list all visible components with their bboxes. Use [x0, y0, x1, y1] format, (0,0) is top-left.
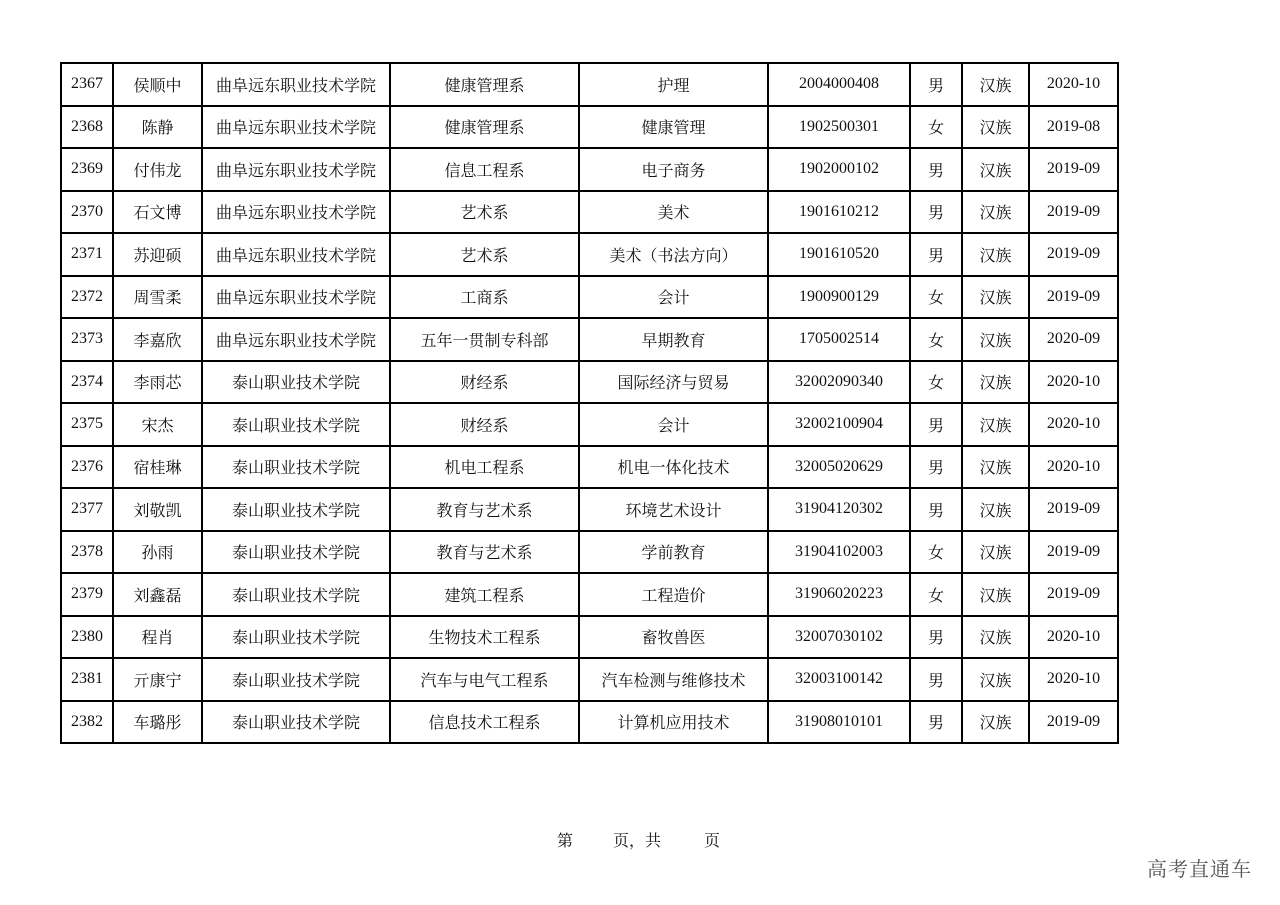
gender-cell: 男: [910, 191, 962, 234]
name-cell: 付伟龙: [113, 148, 202, 191]
ethnicity-cell: 汉族: [962, 573, 1029, 616]
major-cell: 工程造价: [579, 573, 768, 616]
table-row: [61, 403, 1118, 446]
ethnicity-cell: 汉族: [962, 276, 1029, 319]
student-id-cell: 32005020629: [768, 446, 910, 489]
major-cell: 美术: [579, 191, 768, 234]
school-cell: 泰山职业技术学院: [202, 403, 390, 446]
table-row: [61, 531, 1118, 574]
date-cell: 2019-09: [1029, 148, 1118, 191]
table-row: [61, 63, 1118, 106]
table-row: [61, 446, 1118, 489]
table-row: [61, 276, 1118, 319]
date-cell: 2019-09: [1029, 233, 1118, 276]
page-footer: [0, 828, 1280, 852]
ethnicity-cell: 汉族: [962, 106, 1029, 149]
school-cell: 泰山职业技术学院: [202, 488, 390, 531]
footer-page-suffix: 页: [704, 831, 721, 850]
major-cell: 早期教育: [579, 318, 768, 361]
department-cell: 汽车与电气工程系: [390, 658, 579, 701]
school-cell: 曲阜远东职业技术学院: [202, 63, 390, 106]
gender-cell: 男: [910, 658, 962, 701]
school-cell: 泰山职业技术学院: [202, 446, 390, 489]
serial-cell: 2380: [61, 616, 113, 659]
table-row: [61, 616, 1118, 659]
name-cell: 侯顺中: [113, 63, 202, 106]
serial-cell: 2374: [61, 361, 113, 404]
name-cell: 宋杰: [113, 403, 202, 446]
department-cell: 机电工程系: [390, 446, 579, 489]
student-id-cell: 2004000408: [768, 63, 910, 106]
school-cell: 曲阜远东职业技术学院: [202, 191, 390, 234]
department-cell: 财经系: [390, 403, 579, 446]
gender-cell: 男: [910, 63, 962, 106]
gender-cell: 女: [910, 276, 962, 319]
student-id-cell: 1902500301: [768, 106, 910, 149]
department-cell: 艺术系: [390, 191, 579, 234]
school-cell: 泰山职业技术学院: [202, 658, 390, 701]
date-cell: 2020-10: [1029, 658, 1118, 701]
department-cell: 信息技术工程系: [390, 701, 579, 744]
ethnicity-cell: 汉族: [962, 403, 1029, 446]
student-id-cell: 31908010101: [768, 701, 910, 744]
name-cell: 程肖: [113, 616, 202, 659]
name-cell: 车璐彤: [113, 701, 202, 744]
school-cell: 曲阜远东职业技术学院: [202, 276, 390, 319]
student-id-cell: 1901610520: [768, 233, 910, 276]
footer-page-prefix: 第: [557, 831, 574, 850]
ethnicity-cell: 汉族: [962, 616, 1029, 659]
gender-cell: 男: [910, 616, 962, 659]
name-cell: 李雨芯: [113, 361, 202, 404]
serial-cell: 2368: [61, 106, 113, 149]
department-cell: 教育与艺术系: [390, 531, 579, 574]
department-cell: 五年一贯制专科部: [390, 318, 579, 361]
name-cell: 石文博: [113, 191, 202, 234]
student-id-cell: 31904120302: [768, 488, 910, 531]
table-row: [61, 233, 1118, 276]
gender-cell: 女: [910, 531, 962, 574]
serial-cell: 2379: [61, 573, 113, 616]
ethnicity-cell: 汉族: [962, 446, 1029, 489]
student-id-cell: 32002100904: [768, 403, 910, 446]
serial-cell: 2372: [61, 276, 113, 319]
name-cell: 孙雨: [113, 531, 202, 574]
footer-page-middle: 页，共: [613, 831, 662, 850]
serial-cell: 2381: [61, 658, 113, 701]
ethnicity-cell: 汉族: [962, 361, 1029, 404]
ethnicity-cell: 汉族: [962, 658, 1029, 701]
major-cell: 计算机应用技术: [579, 701, 768, 744]
school-cell: 泰山职业技术学院: [202, 616, 390, 659]
school-cell: 泰山职业技术学院: [202, 531, 390, 574]
school-cell: 曲阜远东职业技术学院: [202, 318, 390, 361]
major-cell: 环境艺术设计: [579, 488, 768, 531]
name-cell: 李嘉欣: [113, 318, 202, 361]
date-cell: 2020-10: [1029, 446, 1118, 489]
serial-cell: 2377: [61, 488, 113, 531]
student-id-cell: 32002090340: [768, 361, 910, 404]
name-cell: 刘敬凯: [113, 488, 202, 531]
serial-cell: 2376: [61, 446, 113, 489]
department-cell: 教育与艺术系: [390, 488, 579, 531]
serial-cell: 2373: [61, 318, 113, 361]
major-cell: 机电一体化技术: [579, 446, 768, 489]
gender-cell: 女: [910, 106, 962, 149]
table-row: [61, 361, 1118, 404]
school-cell: 曲阜远东职业技术学院: [202, 106, 390, 149]
major-cell: 健康管理: [579, 106, 768, 149]
student-id-cell: 32003100142: [768, 658, 910, 701]
student-id-cell: 31904102003: [768, 531, 910, 574]
gender-cell: 女: [910, 318, 962, 361]
date-cell: 2020-10: [1029, 361, 1118, 404]
major-cell: 畜牧兽医: [579, 616, 768, 659]
school-cell: 泰山职业技术学院: [202, 701, 390, 744]
serial-cell: 2378: [61, 531, 113, 574]
major-cell: 学前教育: [579, 531, 768, 574]
name-cell: 宿桂琳: [113, 446, 202, 489]
student-id-cell: 1902000102: [768, 148, 910, 191]
gender-cell: 男: [910, 233, 962, 276]
date-cell: 2019-09: [1029, 701, 1118, 744]
serial-cell: 2382: [61, 701, 113, 744]
student-id-cell: 1705002514: [768, 318, 910, 361]
major-cell: 会计: [579, 276, 768, 319]
table-row: [61, 106, 1118, 149]
department-cell: 财经系: [390, 361, 579, 404]
name-cell: 周雪柔: [113, 276, 202, 319]
school-cell: 曲阜远东职业技术学院: [202, 148, 390, 191]
gender-cell: 男: [910, 403, 962, 446]
student-id-cell: 1901610212: [768, 191, 910, 234]
serial-cell: 2371: [61, 233, 113, 276]
serial-cell: 2370: [61, 191, 113, 234]
student-id-cell: 1900900129: [768, 276, 910, 319]
table-row: [61, 318, 1118, 361]
table-row: [61, 658, 1118, 701]
serial-cell: 2369: [61, 148, 113, 191]
table-body: [61, 63, 1118, 743]
department-cell: 生物技术工程系: [390, 616, 579, 659]
date-cell: 2019-09: [1029, 276, 1118, 319]
gender-cell: 女: [910, 361, 962, 404]
school-cell: 泰山职业技术学院: [202, 361, 390, 404]
department-cell: 信息工程系: [390, 148, 579, 191]
ethnicity-cell: 汉族: [962, 191, 1029, 234]
serial-cell: 2375: [61, 403, 113, 446]
date-cell: 2020-10: [1029, 616, 1118, 659]
ethnicity-cell: 汉族: [962, 148, 1029, 191]
ethnicity-cell: 汉族: [962, 701, 1029, 744]
name-cell: 陈静: [113, 106, 202, 149]
table-row: [61, 701, 1118, 744]
department-cell: 工商系: [390, 276, 579, 319]
table-row: [61, 148, 1118, 191]
major-cell: 国际经济与贸易: [579, 361, 768, 404]
school-cell: 曲阜远东职业技术学院: [202, 233, 390, 276]
table-row: [61, 488, 1118, 531]
date-cell: 2019-09: [1029, 573, 1118, 616]
ethnicity-cell: 汉族: [962, 488, 1029, 531]
date-cell: 2020-10: [1029, 63, 1118, 106]
date-cell: 2019-09: [1029, 488, 1118, 531]
student-id-cell: 31906020223: [768, 573, 910, 616]
department-cell: 建筑工程系: [390, 573, 579, 616]
name-cell: 苏迎硕: [113, 233, 202, 276]
serial-cell: 2367: [61, 63, 113, 106]
department-cell: 健康管理系: [390, 63, 579, 106]
student-id-cell: 32007030102: [768, 616, 910, 659]
student-table: [60, 62, 1119, 744]
gender-cell: 女: [910, 573, 962, 616]
major-cell: 美术（书法方向）: [579, 233, 768, 276]
ethnicity-cell: 汉族: [962, 233, 1029, 276]
ethnicity-cell: 汉族: [962, 63, 1029, 106]
gender-cell: 男: [910, 701, 962, 744]
table-row: [61, 191, 1118, 234]
ethnicity-cell: 汉族: [962, 531, 1029, 574]
date-cell: 2020-09: [1029, 318, 1118, 361]
gender-cell: 男: [910, 148, 962, 191]
major-cell: 汽车检测与维修技术: [579, 658, 768, 701]
department-cell: 艺术系: [390, 233, 579, 276]
ethnicity-cell: 汉族: [962, 318, 1029, 361]
date-cell: 2019-09: [1029, 531, 1118, 574]
date-cell: 2020-10: [1029, 403, 1118, 446]
major-cell: 电子商务: [579, 148, 768, 191]
gender-cell: 男: [910, 446, 962, 489]
department-cell: 健康管理系: [390, 106, 579, 149]
name-cell: 亓康宁: [113, 658, 202, 701]
major-cell: 会计: [579, 403, 768, 446]
watermark-text: 高考直通车: [1147, 857, 1252, 881]
gender-cell: 男: [910, 488, 962, 531]
school-cell: 泰山职业技术学院: [202, 573, 390, 616]
date-cell: 2019-09: [1029, 191, 1118, 234]
table-row: [61, 573, 1118, 616]
date-cell: 2019-08: [1029, 106, 1118, 149]
name-cell: 刘鑫磊: [113, 573, 202, 616]
major-cell: 护理: [579, 63, 768, 106]
